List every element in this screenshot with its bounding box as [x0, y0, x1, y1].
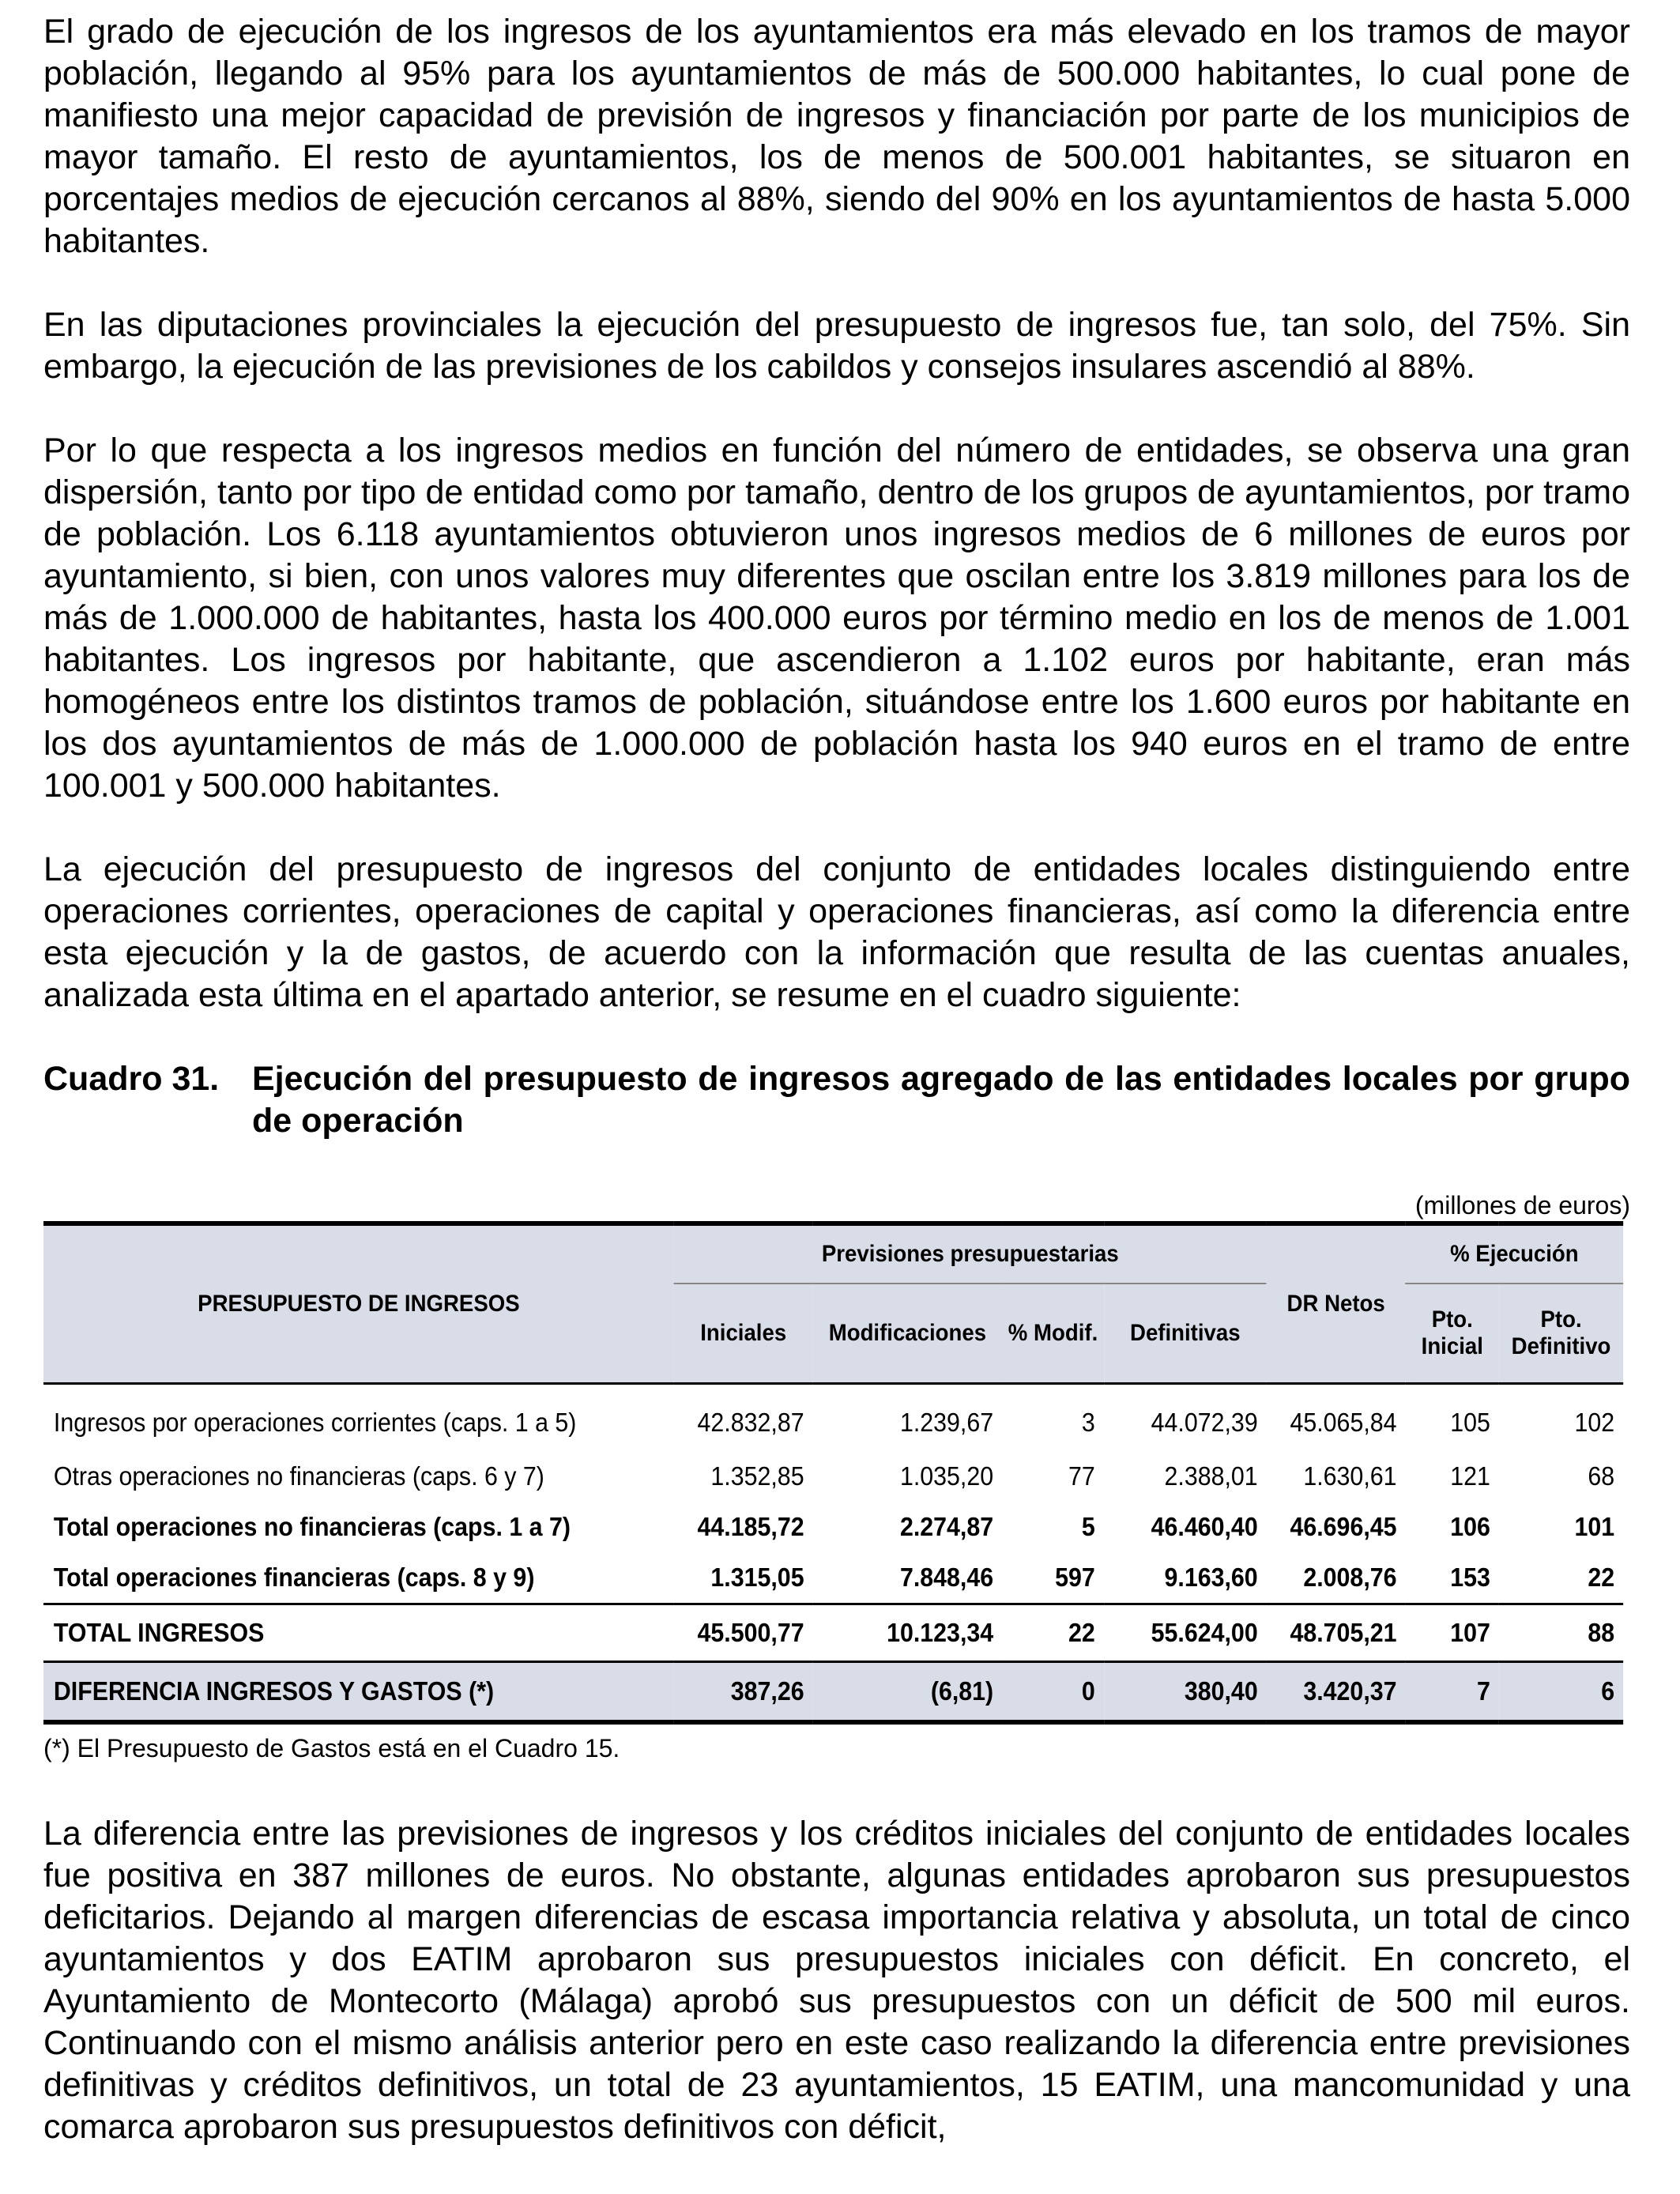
cell-pto-definitivo: 22 [1588, 1563, 1615, 1592]
cell-definitivas: 44.072,39 [1151, 1408, 1258, 1437]
cell-pto-definitivo: 101 [1574, 1512, 1615, 1541]
table-row-total [43, 1604, 1623, 1662]
cell-pct-modif: 0 [1002, 1662, 1104, 1723]
cell-definitivas: 380,40 [1104, 1662, 1267, 1723]
header-pct-modif: % Modif. [1002, 1284, 1104, 1384]
table-container [43, 1189, 1630, 1766]
cell-pto-definitivo: 68 [1588, 1461, 1615, 1491]
cell-pto-inicial: 121 [1450, 1461, 1490, 1491]
document-page [43, 11, 1630, 2190]
cell-modificaciones: 1.239,67 [899, 1408, 994, 1437]
table-row [43, 1384, 1623, 1452]
cell-pct-modif: 5 [1081, 1512, 1095, 1541]
cell-modificaciones: 7.848,46 [899, 1563, 994, 1592]
row-label: Total operaciones financieras (caps. 8 y 9) [53, 1563, 535, 1592]
cell-definitivas: 46.460,40 [1151, 1512, 1258, 1541]
cell-dr-netos: 3.420,37 [1267, 1662, 1406, 1723]
header-group-previsiones: Previsiones presupuestarias [674, 1223, 1267, 1284]
paragraph-closing: La diferencia entre las previsiones de ingresos y los créditos iniciales del conjunto de entidades locales fue positiva en 387 millones de euros. No obstante, algunas entidades aprobaron sus presupuestos deficitarios. Dejando al margen diferencias de escasa importancia relativa y absoluta, un total de cinco ayuntamientos y dos EATIM aprobaron sus presupuestos iniciales con déficit. En concreto, el Ayuntamiento de Montecorto (Málaga) aprobó sus presupuestos con un déficit de 500 mil euros. Continuando con el mismo análisis anterior pero en este caso realizando la diferencia entre previsiones definitivas y créditos definitivos, un total de 23 ayuntamientos, 15 EATIM, una mancomunidad y una comarca aprobaron sus presupuestos definitivos con déficit, [43, 1815, 1630, 2146]
cell-dr-netos: 48.705,21 [1267, 1604, 1406, 1662]
cell-iniciales: 387,26 [674, 1662, 813, 1723]
cell-iniciales: 1.315,05 [710, 1563, 804, 1592]
cell-pto-inicial: 153 [1450, 1563, 1490, 1592]
cell-pto-inicial: 107 [1406, 1604, 1499, 1662]
cell-iniciales: 44.185,72 [697, 1512, 804, 1541]
table-units: (millones de euros) [1414, 1191, 1630, 1220]
budget-table [43, 1221, 1623, 1725]
table-note: (*) El Presupuesto de Gastos está en el Cuadro 15. [43, 1734, 620, 1762]
cell-dr-netos: 2.008,76 [1303, 1563, 1397, 1592]
cell-pto-definitivo: 6 [1499, 1662, 1623, 1723]
header-iniciales: Iniciales [674, 1284, 813, 1384]
cell-pto-inicial: 7 [1406, 1662, 1499, 1723]
cell-modificaciones: 10.123,34 [813, 1604, 1003, 1662]
cell-iniciales: 1.352,85 [710, 1461, 804, 1491]
cell-pct-modif: 597 [1055, 1563, 1095, 1592]
table-row [43, 1451, 1623, 1502]
cell-definitivas: 55.624,00 [1104, 1604, 1267, 1662]
row-label: Ingresos por operaciones corrientes (caps. 1 a 5) [53, 1408, 577, 1437]
table-row [43, 1552, 1623, 1604]
header-pto-definitivo: Pto. Definitivo [1499, 1284, 1623, 1384]
cell-iniciales: 42.832,87 [697, 1408, 804, 1437]
cell-definitivas: 9.163,60 [1164, 1563, 1258, 1592]
cell-modificaciones: 2.274,87 [899, 1512, 994, 1541]
header-pto-inicial: Pto. Inicial [1406, 1284, 1499, 1384]
cell-definitivas: 2.388,01 [1164, 1461, 1258, 1491]
row-label: Otras operaciones no financieras (caps. 6 y 7) [53, 1461, 544, 1491]
table-row-difference [43, 1662, 1623, 1723]
cell-dr-netos: 45.065,84 [1290, 1408, 1397, 1437]
cell-pto-definitivo: 102 [1574, 1408, 1615, 1437]
row-label: Total operaciones no financieras (caps. 1 a 7) [53, 1512, 571, 1541]
header-row-label: PRESUPUESTO DE INGRESOS [43, 1223, 674, 1384]
header-modificaciones: Modificaciones [813, 1284, 1003, 1384]
paragraph-2: En las diputaciones provinciales la ejecución del presupuesto de ingresos fue, tan solo, del 75%. Sin embargo, la ejecución de las previsiones de los cabildos y consejos insulares ascendió al 88%. [43, 306, 1630, 386]
row-label: TOTAL INGRESOS [43, 1604, 674, 1662]
cell-pto-inicial: 105 [1450, 1408, 1490, 1437]
paragraph-4: La ejecución del presupuesto de ingresos del conjunto de entidades locales distinguiendo entre operaciones corrientes, operaciones de capital y operaciones financieras, así como la diferencia entre esta ejecución y la de gastos, de acuerdo con la información que resulta de las cuentas anuales, analizada esta última en el apartado anterior, se resume en el cuadro siguiente: [43, 850, 1630, 1014]
table-row [43, 1502, 1623, 1552]
cell-pto-inicial: 106 [1450, 1512, 1490, 1541]
cell-modificaciones: 1.035,20 [899, 1461, 994, 1491]
cell-pct-modif: 3 [1081, 1408, 1095, 1437]
header-dr-netos: DR Netos [1267, 1223, 1406, 1384]
paragraph-3: Por lo que respecta a los ingresos medios en función del número de entidades, se observa una gran dispersión, tanto por tipo de entidad como por tamaño, dentro de los grupos de ayuntamientos, por tramo de población. Los 6.118 ayuntamientos obtuvieron unos ingresos medios de 6 millones de euros por ayuntamiento, si bien, con unos valores muy diferentes que oscilan entre los 3.819 millones para los de más de 1.000.000 de habitantes, hasta los 400.000 euros por término medio en los de menos de 1.001 habitantes. Los ingresos por habitante, que ascendieron a 1.102 euros por habitante, eran más homogéneos entre los distintos tramos de población, situándose entre los 1.600 euros por habitante en los dos ayuntamientos de más de 1.000.000 de población hasta los 940 euros en el tramo de entre 100.001 y 500.000 habitantes. [43, 432, 1630, 805]
cell-dr-netos: 46.696,45 [1290, 1512, 1397, 1541]
cell-pto-definitivo: 88 [1499, 1604, 1623, 1662]
header-group-ejecucion: % Ejecución [1406, 1223, 1624, 1284]
cell-iniciales: 45.500,77 [674, 1604, 813, 1662]
cell-modificaciones: (6,81) [813, 1662, 1003, 1723]
row-label: DIFERENCIA INGRESOS Y GASTOS (*) [43, 1662, 674, 1723]
cell-dr-netos: 1.630,61 [1303, 1461, 1397, 1491]
paragraph-1: El grado de ejecución de los ingresos de los ayuntamientos era más elevado en los tramos de mayor población, llegando al 95% para los ayuntamientos de más de 500.000 habitantes, lo cual pone de manifiesto una mejor capacidad de previsión de ingresos y financiación por parte de los municipios de mayor tamaño. El resto de ayuntamientos, los de menos de 500.001 habitantes, se situaron en porcentajes medios de ejecución cercanos al 88%, siendo del 90% en los ayuntamientos de hasta 5.000 habitantes. [43, 13, 1630, 260]
cell-pct-modif: 22 [1002, 1604, 1104, 1662]
caption-number: Cuadro 31. [43, 1060, 220, 1098]
caption-title: Ejecución del presupuesto de ingresos agregado de las entidades locales por grupo de operación [252, 1060, 1630, 1140]
table-caption [43, 1058, 1630, 1142]
cell-pct-modif: 77 [1068, 1461, 1095, 1491]
header-definitivas: Definitivas [1104, 1284, 1267, 1384]
